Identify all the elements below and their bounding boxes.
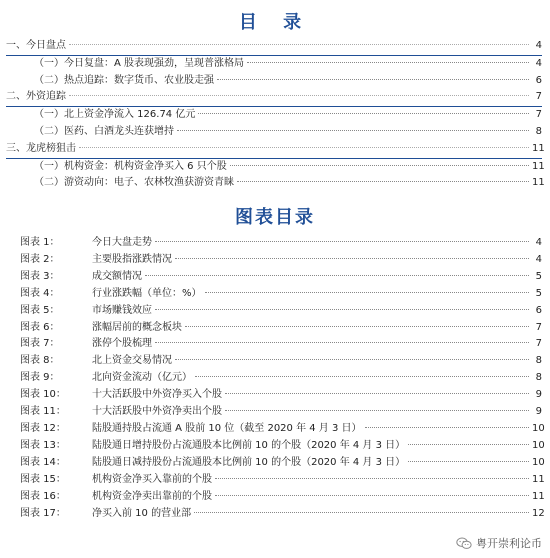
figure-entry[interactable] <box>6 336 542 353</box>
figure-number: 图表 6： <box>20 321 60 333</box>
figure-entry[interactable] <box>6 320 542 337</box>
dot-leader <box>365 427 529 428</box>
dot-leader <box>155 309 529 310</box>
figure-title: 十大活跃股中外资净买入个股 <box>92 389 222 401</box>
figure-title: 机构资金净买入靠前的个股 <box>92 473 212 485</box>
figure-title: 涨停个股梳理 <box>92 338 152 350</box>
dot-leader <box>175 359 529 360</box>
figure-entry[interactable] <box>6 506 545 523</box>
figure-title: 成交额情况 <box>92 270 142 282</box>
figure-number: 图表 4： <box>20 287 60 299</box>
figure-entry[interactable] <box>6 387 542 404</box>
dot-leader <box>175 258 529 259</box>
toc-entry-page: 4 <box>535 40 542 51</box>
dot-leader <box>177 130 529 131</box>
toc-subsection[interactable] <box>6 107 542 124</box>
figure-title: 北上资金交易情况 <box>92 355 172 367</box>
figure-page: 11 <box>532 490 545 502</box>
toc-subsection[interactable] <box>6 73 542 90</box>
dot-leader <box>198 113 529 114</box>
dot-leader <box>185 326 529 327</box>
dot-leader <box>237 181 529 182</box>
dot-leader <box>225 393 529 394</box>
figure-number: 图表 7： <box>20 338 60 350</box>
dot-leader <box>155 342 529 343</box>
figure-entry[interactable] <box>6 421 545 438</box>
toc-subsection[interactable] <box>6 124 542 141</box>
dot-leader <box>215 478 529 479</box>
figure-title: 主要股指涨跌情况 <box>92 253 172 265</box>
figure-entry[interactable] <box>6 455 545 472</box>
figure-page: 5 <box>535 270 542 282</box>
figure-entry[interactable] <box>6 252 542 269</box>
toc-entry-page: 11 <box>532 160 545 172</box>
dot-leader <box>155 241 529 242</box>
figure-title: 市场赚钱效应 <box>92 304 152 316</box>
toc-entry-label: （二）游资动向：电子、农林牧渔获游资青睐 <box>34 177 234 189</box>
dot-leader <box>225 410 529 411</box>
figure-number: 图表 12： <box>20 422 66 434</box>
toc-entry-page: 8 <box>535 125 542 137</box>
figure-page: 5 <box>535 287 542 299</box>
figure-entry[interactable] <box>6 286 542 303</box>
figure-number: 图表 17： <box>20 507 66 519</box>
figure-entry[interactable] <box>6 489 545 506</box>
dot-leader <box>408 461 529 462</box>
toc-entry-label: （一）今日复盘：A 股表现强劲，呈现普涨格局 <box>34 57 245 69</box>
figure-list-title: 图表目录 <box>235 207 315 228</box>
dot-leader <box>247 62 529 63</box>
figure-list <box>6 235 545 522</box>
figure-page: 7 <box>535 338 542 350</box>
dot-leader <box>217 79 529 80</box>
toc-entry-page: 11 <box>532 177 545 189</box>
toc-subsection[interactable] <box>6 159 545 176</box>
figure-number: 图表 1： <box>20 237 60 248</box>
figure-page: 10 <box>532 439 545 451</box>
figure-title: 今日大盘走势 <box>92 237 152 248</box>
figure-title: 陆股通日增持股份占流通股本比例前 10 的个股（2020 年 4 月 3 日） <box>92 439 406 451</box>
dot-leader <box>195 376 529 377</box>
dot-leader <box>215 495 529 496</box>
figure-page: 8 <box>535 355 542 367</box>
toc-entry-label: （一）北上资金净流入 126.74 亿元 <box>34 109 196 121</box>
wechat-icon <box>456 537 472 550</box>
toc-entry-label: （一）机构资金：机构资金净买入 6 只个股 <box>34 160 227 172</box>
figure-page: 10 <box>532 422 545 434</box>
figure-number: 图表 2： <box>20 253 60 265</box>
figure-number: 图表 16： <box>20 490 66 502</box>
toc-entry-label: 三、龙虎榜狙击 <box>6 142 76 154</box>
figure-number: 图表 10： <box>20 389 66 401</box>
toc-subsection[interactable] <box>6 175 545 192</box>
figure-number: 图表 3： <box>20 270 60 282</box>
toc-subsection[interactable] <box>6 56 542 73</box>
figure-title: 十大活跃股中外资净卖出个股 <box>92 406 222 418</box>
figure-page: 10 <box>532 456 545 468</box>
figure-entry[interactable] <box>6 404 542 421</box>
toc-section[interactable] <box>6 89 542 107</box>
dot-leader <box>69 44 529 45</box>
toc-section[interactable] <box>6 38 542 56</box>
figure-entry[interactable] <box>6 370 542 387</box>
toc-entry-page: 4 <box>535 57 542 69</box>
figure-entry[interactable] <box>6 235 542 252</box>
figure-number: 图表 9： <box>20 372 60 384</box>
toc-entry-page: 11 <box>532 142 545 154</box>
dot-leader <box>230 165 529 166</box>
figure-number: 图表 15： <box>20 473 66 485</box>
figure-page: 8 <box>535 372 542 384</box>
dot-leader <box>79 147 529 148</box>
toc-entry-label: （二）医药、白酒龙头连获增持 <box>34 125 174 137</box>
figure-page: 11 <box>532 473 545 485</box>
figure-title: 北向资金流动（亿元） <box>92 372 192 384</box>
toc-entry-page: 7 <box>535 109 542 121</box>
dot-leader <box>194 512 529 513</box>
figure-page: 7 <box>535 321 542 333</box>
toc-title: 目 录 <box>238 12 312 33</box>
figure-page: 6 <box>535 304 542 316</box>
figure-page: 9 <box>535 406 542 418</box>
figure-page: 4 <box>535 237 542 248</box>
toc-section[interactable] <box>6 141 545 159</box>
figure-number: 图表 14： <box>20 456 66 468</box>
figure-number: 图表 5： <box>20 304 60 316</box>
figure-title: 机构资金净卖出靠前的个股 <box>92 490 212 502</box>
toc-entry-label: 二、外资追踪 <box>6 91 66 103</box>
figure-number: 图表 11： <box>20 406 66 418</box>
watermark <box>452 534 546 552</box>
watermark-text: 粤开崇利论币 <box>476 537 542 550</box>
figure-page: 4 <box>535 253 542 265</box>
dot-leader <box>408 444 529 445</box>
toc-entry-label: （二）热点追踪：数字货币、农业股走强 <box>34 74 214 86</box>
figure-entry[interactable] <box>6 353 542 370</box>
figure-number: 图表 8： <box>20 355 60 367</box>
figure-title: 陆股通持股占流通 A 股前 10 位（截至 2020 年 4 月 3 日） <box>92 422 362 434</box>
figure-entry[interactable] <box>6 438 545 455</box>
toc-entry-page: 6 <box>535 74 542 86</box>
figure-page: 9 <box>535 389 542 401</box>
figure-entry[interactable] <box>6 472 545 489</box>
dot-leader <box>69 95 529 96</box>
figure-title: 净买入前 10 的营业部 <box>92 507 192 519</box>
figure-title: 陆股通日减持股份占流通股本比例前 10 的个股（2020 年 4 月 3 日） <box>92 456 406 468</box>
figure-title: 涨幅居前的概念板块 <box>92 321 182 333</box>
figure-title: 行业涨跌幅（单位：%） <box>92 287 202 299</box>
figure-number: 图表 13： <box>20 439 66 451</box>
toc-list <box>6 38 545 192</box>
figure-entry[interactable] <box>6 303 542 320</box>
dot-leader <box>145 275 529 276</box>
toc-entry-label: 一、今日盘点 <box>6 40 66 51</box>
figure-entry[interactable] <box>6 269 542 286</box>
toc-entry-page: 7 <box>535 91 542 103</box>
figure-page: 12 <box>532 507 545 519</box>
dot-leader <box>205 292 529 293</box>
